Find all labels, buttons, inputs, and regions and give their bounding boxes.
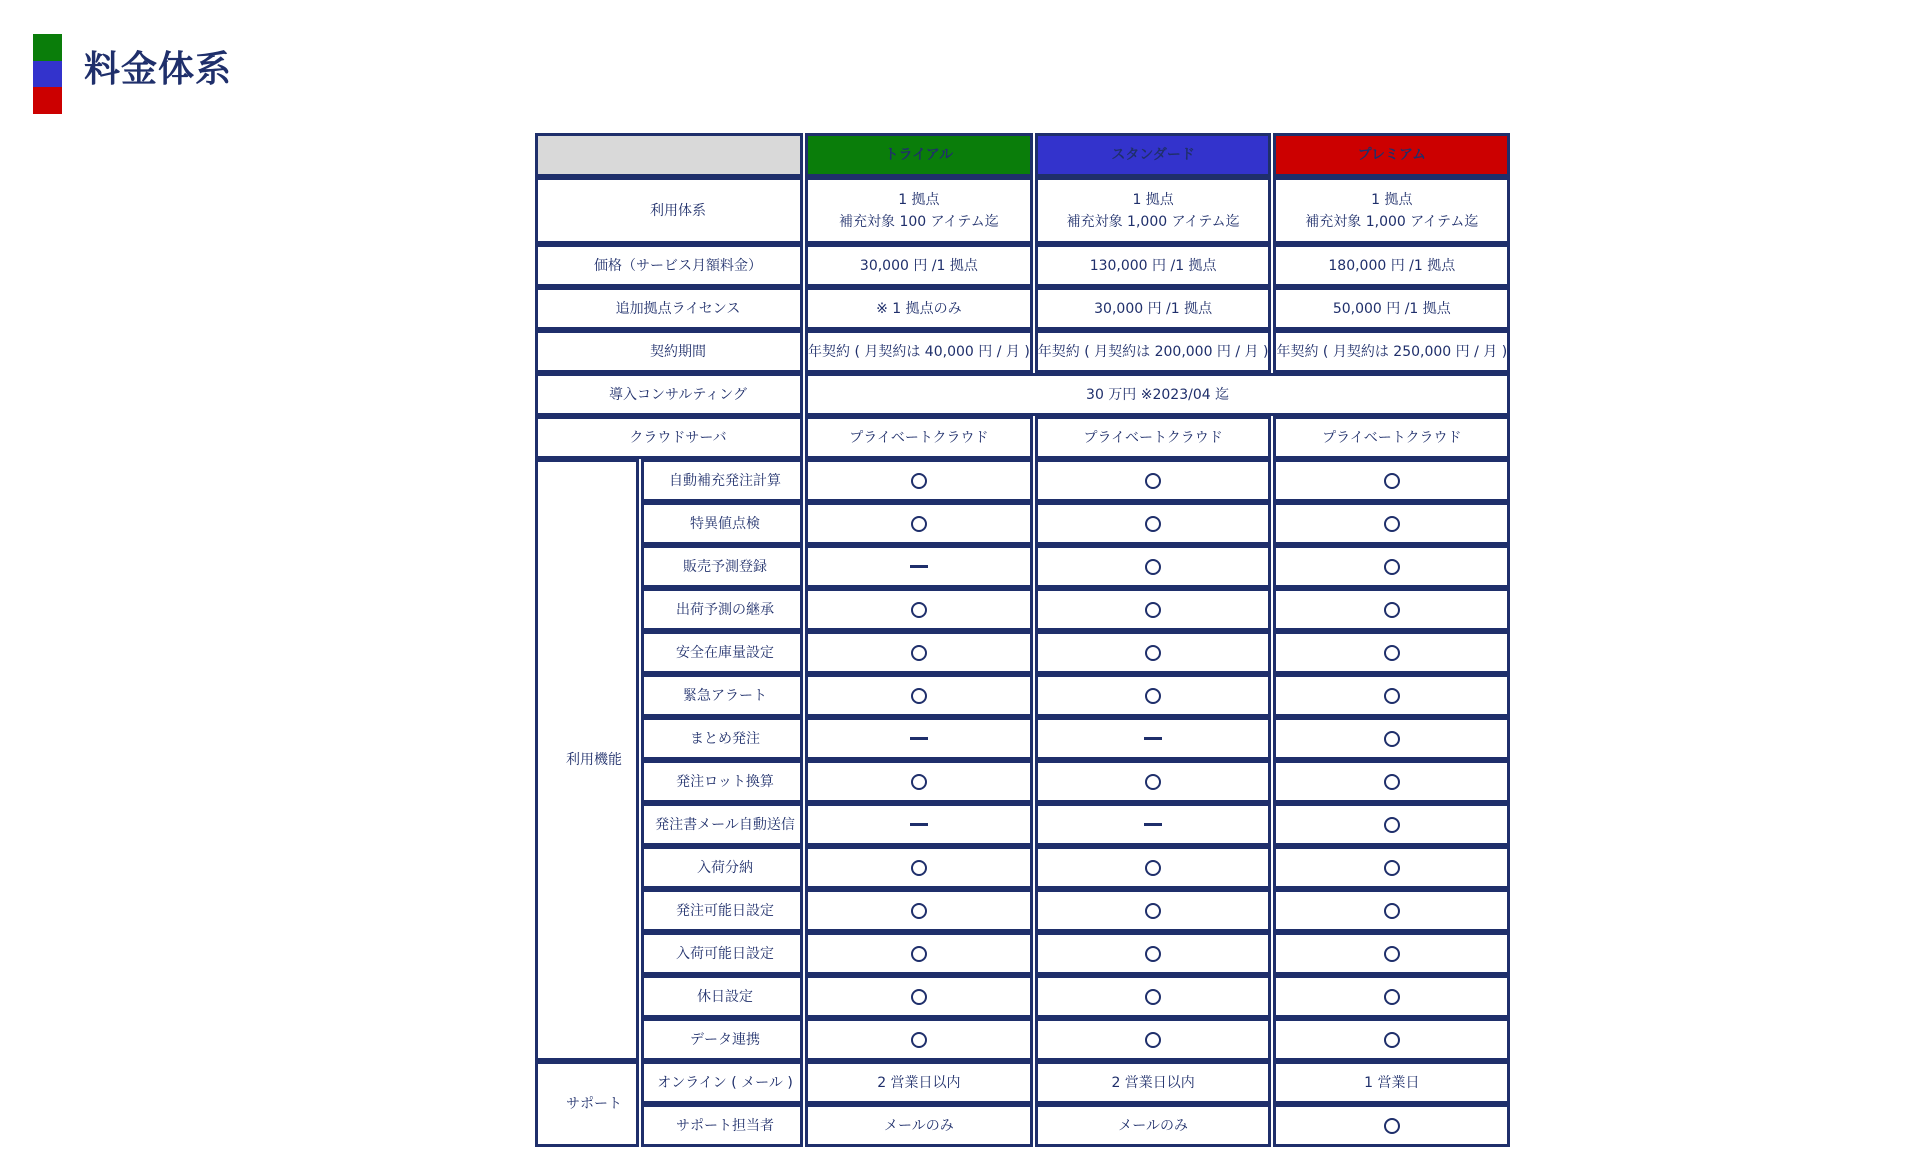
feature-row	[535, 459, 1510, 502]
feature-availability-cell	[1273, 846, 1510, 889]
circle-mark-icon	[1145, 516, 1161, 532]
feature-availability-cell	[805, 545, 1033, 588]
price-cell: 180,000 円 /1 拠点	[1273, 244, 1510, 287]
circle-mark-icon	[1145, 946, 1161, 962]
circle-mark-icon	[911, 516, 927, 532]
feature-availability-cell	[1035, 717, 1272, 760]
feature-availability-cell	[1035, 459, 1272, 502]
circle-mark-icon	[1384, 774, 1400, 790]
support-cell: メールのみ	[805, 1104, 1033, 1147]
feature-availability-cell	[805, 502, 1033, 545]
circle-mark-icon	[1384, 1032, 1400, 1048]
feature-availability-cell	[1035, 889, 1272, 932]
usage-cell-premium: 1 拠点 補充対象 1,000 アイテム迄	[1273, 177, 1510, 244]
feature-availability-cell	[1273, 588, 1510, 631]
feature-availability-cell	[805, 588, 1033, 631]
circle-mark-icon	[1384, 559, 1400, 575]
feature-name: 発注可能日設定	[641, 889, 803, 932]
feature-name: 入荷分納	[641, 846, 803, 889]
feature-availability-cell	[1035, 803, 1272, 846]
circle-mark-icon	[911, 860, 927, 876]
feature-availability-cell	[1035, 846, 1272, 889]
header-row	[535, 133, 1510, 177]
license-cell: ※ 1 拠点のみ	[805, 287, 1033, 330]
circle-mark-icon	[1384, 903, 1400, 919]
feature-availability-cell	[805, 459, 1033, 502]
feature-availability-cell	[1035, 502, 1272, 545]
feature-availability-cell	[1273, 459, 1510, 502]
feature-row	[535, 502, 1510, 545]
row-label: 価格（サービス月額料金）	[535, 244, 803, 287]
support-cell: メールのみ	[1035, 1104, 1272, 1147]
feature-availability-cell	[1035, 674, 1272, 717]
support-group-label: サポート	[535, 1061, 639, 1147]
dash-mark-icon	[910, 823, 928, 826]
feature-availability-cell	[1035, 1018, 1272, 1061]
support-cell: 2 営業日以内	[1035, 1061, 1272, 1104]
contract-cell: 年契約 ( 月契約は 200,000 円 / 月 )	[1035, 330, 1272, 373]
feature-row	[535, 889, 1510, 932]
row-label: クラウドサーバ	[535, 416, 803, 459]
feature-row	[535, 760, 1510, 803]
circle-mark-icon	[1384, 946, 1400, 962]
usage-row	[535, 177, 1510, 244]
price-cell: 30,000 円 /1 拠点	[805, 244, 1033, 287]
feature-name: 自動補充発注計算	[641, 459, 803, 502]
feature-name: まとめ発注	[641, 717, 803, 760]
circle-mark-icon	[911, 688, 927, 704]
logo-blue-block	[33, 61, 62, 88]
circle-mark-icon	[1384, 473, 1400, 489]
usage-cell-standard: 1 拠点 補充対象 1,000 アイテム迄	[1035, 177, 1272, 244]
feature-row	[535, 975, 1510, 1018]
circle-mark-icon	[1145, 903, 1161, 919]
cloud-cell: プライベートクラウド	[1035, 416, 1272, 459]
row-label: 導入コンサルティング	[535, 373, 803, 416]
logo-red-block	[33, 87, 62, 114]
circle-mark-icon	[911, 989, 927, 1005]
plan-header-trial: トライアル	[805, 133, 1033, 177]
feature-row	[535, 803, 1510, 846]
price-row	[535, 244, 1510, 287]
feature-name: 発注ロット換算	[641, 760, 803, 803]
feature-row	[535, 846, 1510, 889]
circle-mark-icon	[1145, 602, 1161, 618]
license-cell: 30,000 円 /1 拠点	[1035, 287, 1272, 330]
cloud-row	[535, 416, 1510, 459]
circle-mark-icon	[1384, 860, 1400, 876]
consulting-cell: 30 万円 ※2023/04 迄	[805, 373, 1510, 416]
cloud-cell: プライベートクラウド	[1273, 416, 1510, 459]
dash-mark-icon	[1144, 823, 1162, 826]
plan-header-standard: スタンダード	[1035, 133, 1272, 177]
feature-availability-cell	[1035, 631, 1272, 674]
support-row	[535, 1061, 1510, 1104]
feature-availability-cell	[1273, 545, 1510, 588]
features-group-label: 利用機能	[535, 459, 639, 1061]
circle-mark-icon	[911, 602, 927, 618]
feature-availability-cell	[805, 803, 1033, 846]
circle-mark-icon	[911, 946, 927, 962]
feature-availability-cell	[805, 631, 1033, 674]
feature-availability-cell	[1035, 545, 1272, 588]
dash-mark-icon	[910, 565, 928, 568]
circle-mark-icon	[1145, 989, 1161, 1005]
circle-mark-icon	[911, 645, 927, 661]
feature-name: 出荷予測の継承	[641, 588, 803, 631]
cloud-cell: プライベートクラウド	[805, 416, 1033, 459]
feature-availability-cell	[1273, 502, 1510, 545]
extra-license-row	[535, 287, 1510, 330]
consulting-row	[535, 373, 1510, 416]
feature-availability-cell	[805, 975, 1033, 1018]
feature-availability-cell	[1273, 631, 1510, 674]
feature-availability-cell	[805, 1018, 1033, 1061]
feature-availability-cell	[805, 932, 1033, 975]
feature-row	[535, 674, 1510, 717]
feature-row	[535, 932, 1510, 975]
contract-row	[535, 330, 1510, 373]
contract-cell: 年契約 ( 月契約は 40,000 円 / 月 )	[805, 330, 1033, 373]
feature-name: 安全在庫量設定	[641, 631, 803, 674]
dash-mark-icon	[910, 737, 928, 740]
feature-availability-cell	[1035, 975, 1272, 1018]
header-blank-cell	[535, 133, 803, 177]
feature-availability-cell	[1273, 1018, 1510, 1061]
feature-name: 発注書メール自動送信	[641, 803, 803, 846]
circle-mark-icon	[911, 774, 927, 790]
circle-mark-icon	[1384, 817, 1400, 833]
feature-name: データ連携	[641, 1018, 803, 1061]
feature-name: 入荷可能日設定	[641, 932, 803, 975]
circle-mark-icon	[1145, 645, 1161, 661]
feature-name: 休日設定	[641, 975, 803, 1018]
logo-green-block	[33, 34, 62, 61]
contract-cell: 年契約 ( 月契約は 250,000 円 / 月 )	[1273, 330, 1510, 373]
feature-name: 特異値点検	[641, 502, 803, 545]
circle-mark-icon	[1145, 860, 1161, 876]
feature-availability-cell	[1273, 803, 1510, 846]
circle-mark-icon	[1384, 688, 1400, 704]
circle-mark-icon	[1145, 559, 1161, 575]
feature-availability-cell	[1273, 717, 1510, 760]
circle-mark-icon	[911, 473, 927, 489]
usage-cell-trial: 1 拠点 補充対象 100 アイテム迄	[805, 177, 1033, 244]
circle-mark-icon	[1384, 731, 1400, 747]
feature-row	[535, 1018, 1510, 1061]
circle-mark-icon	[1384, 645, 1400, 661]
circle-mark-icon	[1384, 516, 1400, 532]
feature-availability-cell	[1035, 932, 1272, 975]
circle-mark-icon	[911, 903, 927, 919]
circle-mark-icon	[1384, 1118, 1400, 1134]
feature-availability-cell	[1035, 760, 1272, 803]
circle-mark-icon	[1145, 774, 1161, 790]
support-item-name: サポート担当者	[641, 1104, 803, 1147]
feature-row	[535, 631, 1510, 674]
feature-availability-cell	[1273, 760, 1510, 803]
license-cell: 50,000 円 /1 拠点	[1273, 287, 1510, 330]
feature-availability-cell	[805, 760, 1033, 803]
feature-row	[535, 717, 1510, 760]
feature-availability-cell	[1273, 932, 1510, 975]
logo	[33, 34, 62, 114]
circle-mark-icon	[1145, 1032, 1161, 1048]
support-cell: 1 営業日	[1273, 1061, 1510, 1104]
circle-mark-icon	[911, 1032, 927, 1048]
feature-availability-cell	[805, 717, 1033, 760]
feature-name: 緊急アラート	[641, 674, 803, 717]
price-cell: 130,000 円 /1 拠点	[1035, 244, 1272, 287]
circle-mark-icon	[1384, 602, 1400, 618]
feature-availability-cell	[805, 846, 1033, 889]
support-cell	[1273, 1104, 1510, 1147]
feature-row	[535, 588, 1510, 631]
feature-availability-cell	[1273, 674, 1510, 717]
feature-row	[535, 545, 1510, 588]
page-title: 料金体系	[84, 49, 233, 90]
support-item-name: オンライン ( メール )	[641, 1061, 803, 1104]
pricing-table	[533, 133, 1512, 1147]
feature-availability-cell	[1273, 889, 1510, 932]
row-label: 契約期間	[535, 330, 803, 373]
circle-mark-icon	[1145, 473, 1161, 489]
support-row	[535, 1104, 1510, 1147]
circle-mark-icon	[1384, 989, 1400, 1005]
row-label: 追加拠点ライセンス	[535, 287, 803, 330]
feature-availability-cell	[1273, 975, 1510, 1018]
plan-header-premium: プレミアム	[1273, 133, 1510, 177]
support-cell: 2 営業日以内	[805, 1061, 1033, 1104]
feature-availability-cell	[1035, 588, 1272, 631]
feature-availability-cell	[805, 674, 1033, 717]
row-label: 利用体系	[535, 177, 803, 244]
circle-mark-icon	[1145, 688, 1161, 704]
dash-mark-icon	[1144, 737, 1162, 740]
feature-availability-cell	[805, 889, 1033, 932]
feature-name: 販売予測登録	[641, 545, 803, 588]
